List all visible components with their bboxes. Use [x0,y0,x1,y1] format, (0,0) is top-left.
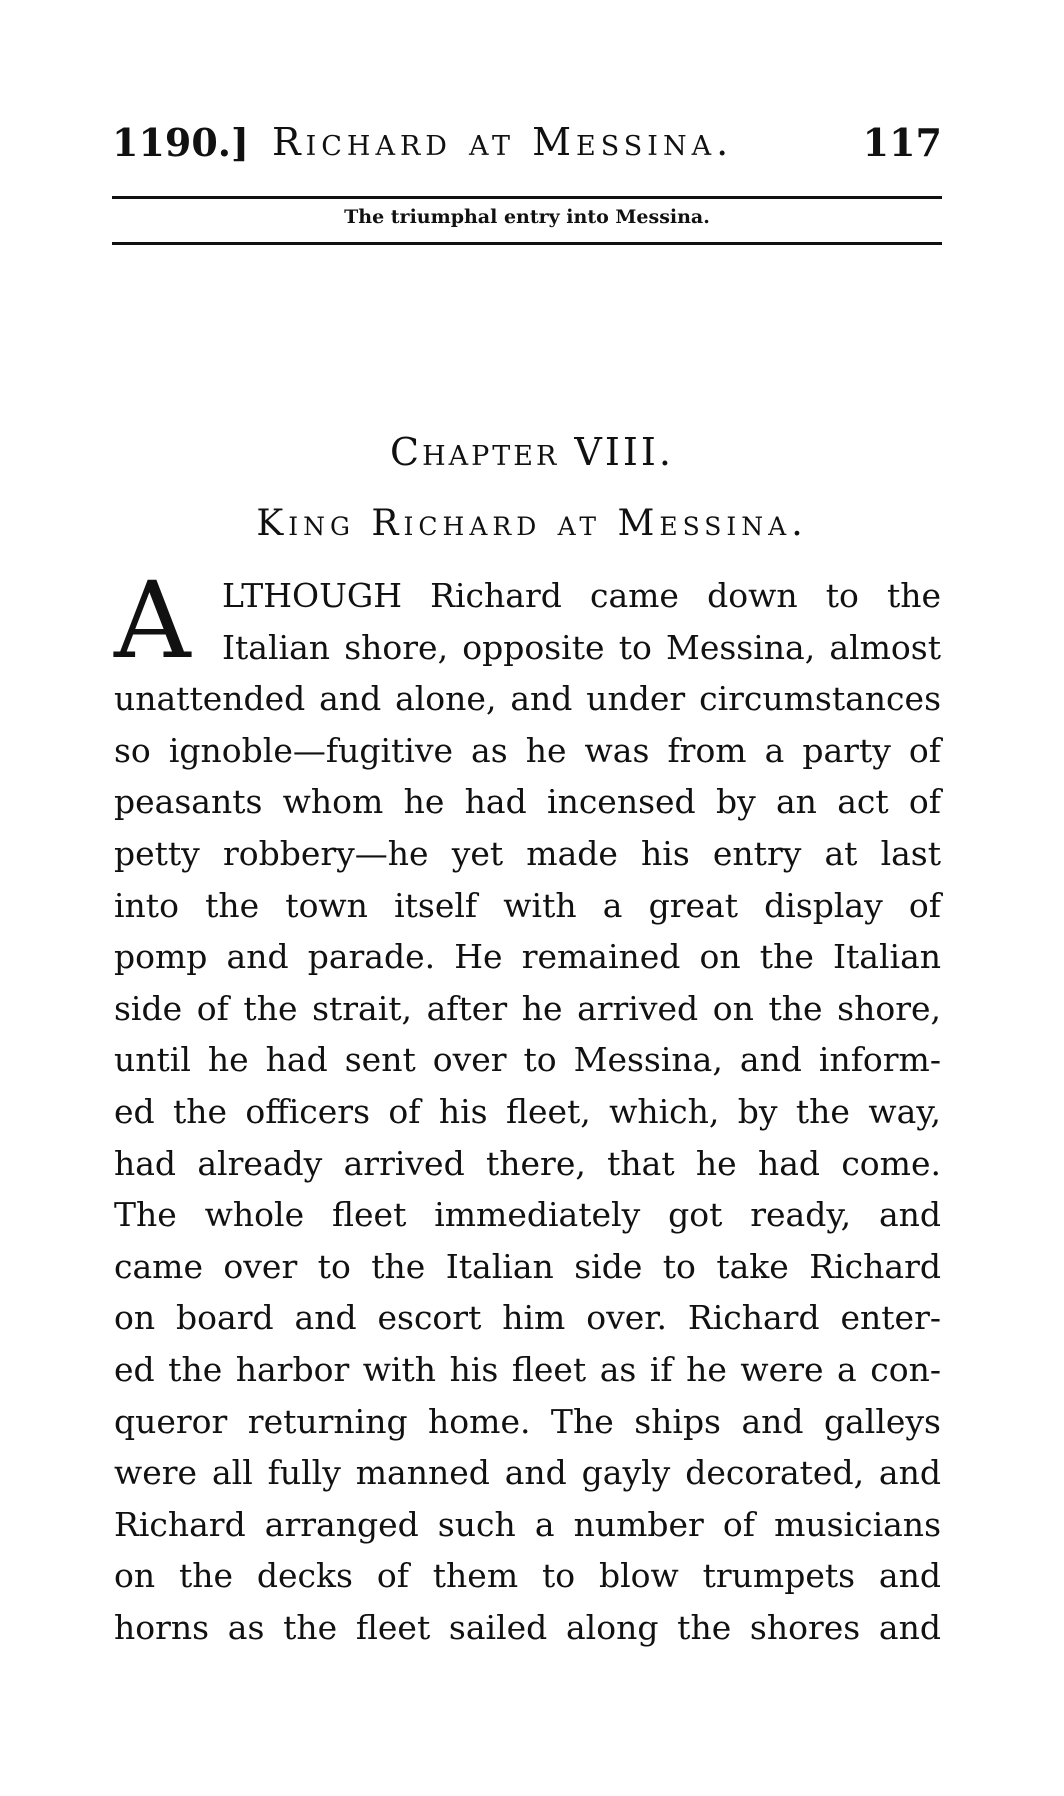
text-line: on the decks of them to blow trumpets and [114,1556,941,1596]
text-line: until he had sent over to Messina, and inform- [114,1040,941,1080]
header-rule-top [112,196,942,199]
body-paragraph [114,559,941,1653]
text-line: so ignoble—fugitive as he was from a party of [114,730,941,770]
text-line: The whole fleet immediately got ready, and [114,1195,941,1235]
text-line: pomp and parade. He remained on the Italian [114,937,941,977]
text-line: petty robbery—he yet made his entry at last [114,833,941,873]
text-line: into the town itself with a great display of [114,885,941,925]
text-line: ed the harbor with his fleet as if he were a con- [114,1349,941,1389]
header-rule-bottom [112,242,942,245]
text-line: Richard arranged such a number of musicians [114,1504,941,1544]
text-line: queror returning home. The ships and galleys [114,1401,941,1441]
text-line: Italian shore, opposite to Messina, almost [222,627,941,667]
text-line: ed the officers of his fleet, which, by the way, [114,1091,941,1131]
text-line: side of the strait, after he arrived on the shore, [114,988,941,1028]
drop-cap: A [114,559,191,682]
text-line: on board and escort him over. Richard enter- [114,1298,941,1338]
text-line: came over to the Italian side to take Richard [114,1246,941,1286]
text-line: horns as the fleet sailed along the shores and [114,1607,941,1647]
chapter-number: Chapter VIII. [390,430,674,474]
text-line: peasants whom he had incensed by an act of [114,782,941,822]
text-line: had already arrived there, that he had come. [114,1143,941,1183]
running-header [112,120,942,180]
chapter-title: King Richard at Messina. [256,503,808,544]
page-subheading: The triumphal entry into Messina. [344,206,710,228]
text-line: were all fully manned and gayly decorated, and [114,1453,941,1493]
header-year: 1190.] [112,120,249,165]
text-line: unattended and alone, and under circumstances [114,679,941,719]
page-number: 117 [862,120,942,165]
header-title: Richard at Messina. [272,120,734,164]
text-line: LTHOUGH Richard came down to the [222,576,941,615]
